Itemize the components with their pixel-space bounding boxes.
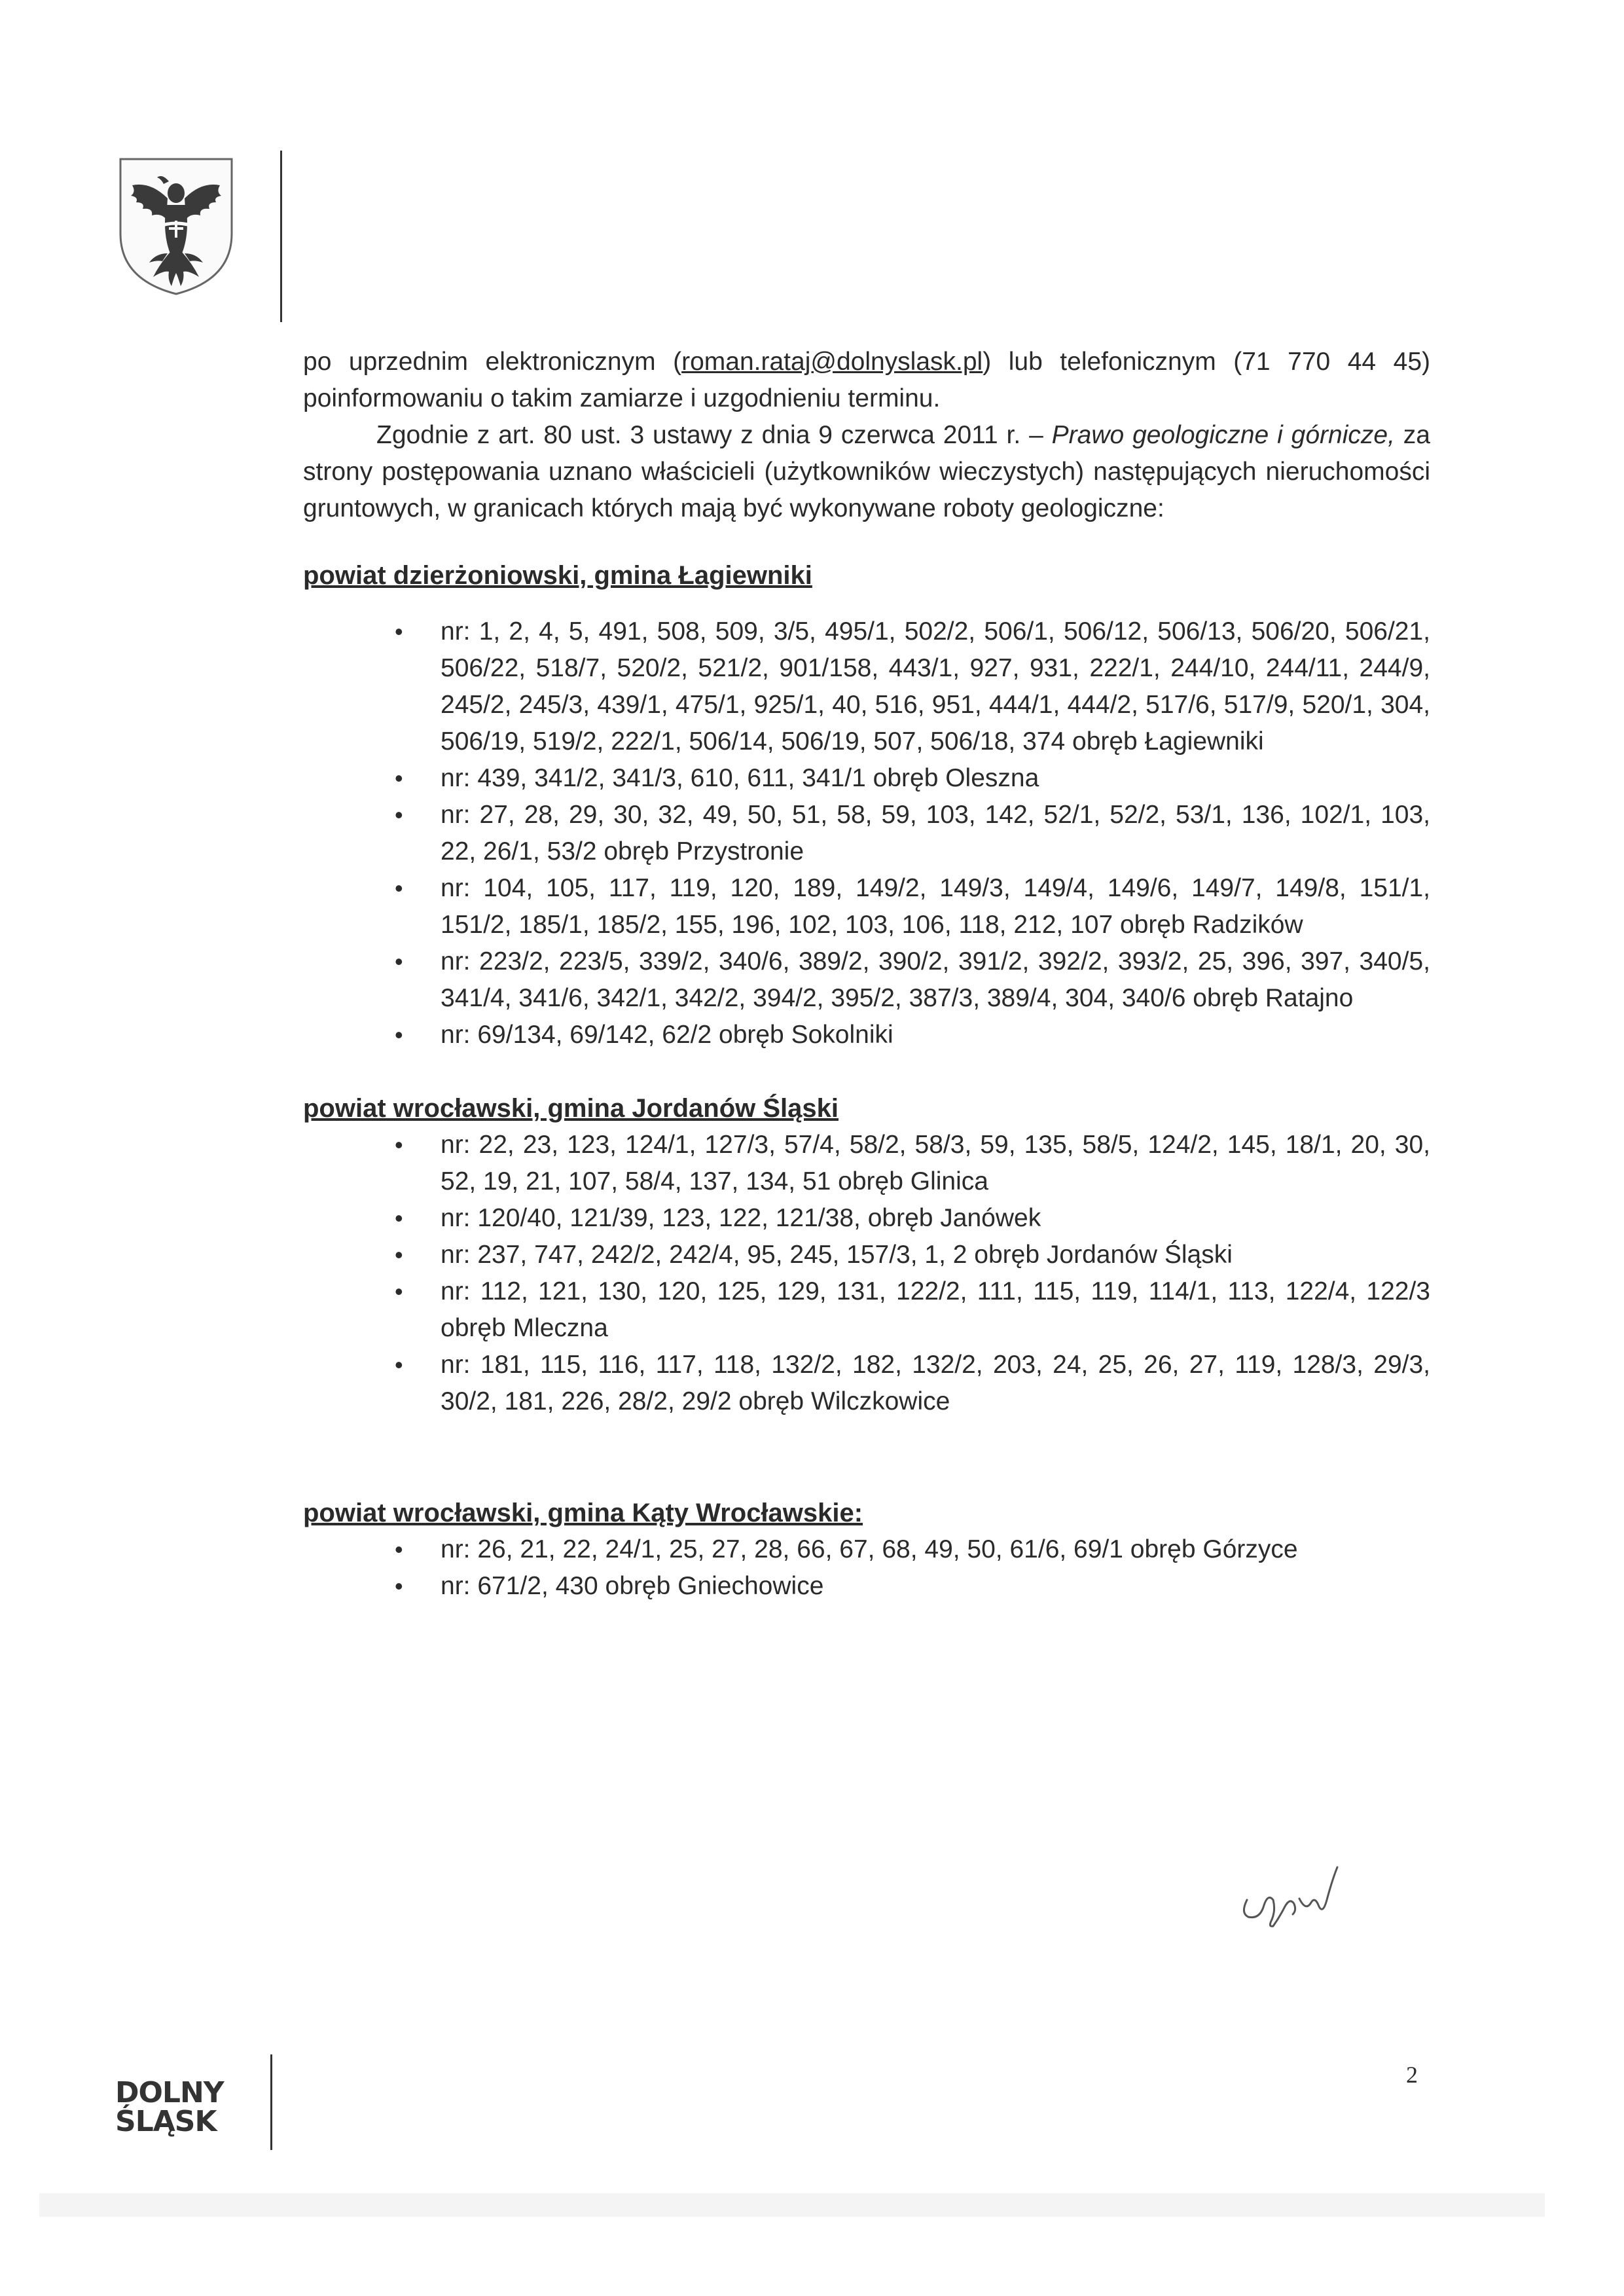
email-link[interactable]: roman.rataj@dolnyslask.pl [681,348,983,376]
list-item: • nr: 69/134, 69/142, 62/2 obręb Sokolniki [303,1017,1430,1053]
list-item: • nr: 27, 28, 29, 30, 32, 49, 50, 51, 58, 59, 103, 142, 52/1, 52/2, 53/1, 136, 102/1, 103, 22, 26/1, 53/2 obręb Przystronie [303,797,1430,870]
scan-edge [39,2193,1545,2217]
parties-statement: za strony postępowania uznano właścicieli (użytkowników wieczystych) następujących nieruchomości gruntowych, w granicach których mają być wykonywane roboty geologiczne: [303,421,1430,522]
intro-text [303,344,1430,527]
list-item: • nr: 237, 747, 242/2, 242/4, 95, 245, 157/3, 1, 2 obręb Jordanów Śląski [303,1237,1430,1273]
list-item: • nr: 439, 341/2, 341/3, 610, 611, 341/1 obręb Oleszna [303,760,1430,797]
section-heading: powiat wrocławski, gmina Kąty Wrocławskie: [303,1499,863,1527]
signature-icon [1234,1854,1365,1933]
logo-line-1: DOLNY [115,2076,224,2109]
dolny-slask-logo [115,2076,224,2138]
intro-paragraph-2 [303,417,1430,527]
section-lagiewniki [303,557,1430,1053]
law-reference: Zgodnie z art. 80 ust. 3 ustawy z dnia 9 czerwca 2011 r. – [376,421,1052,449]
section-jordanow-slaski [303,1090,1430,1420]
intro-text-end: ) lub telefonicznym (71 770 44 45) poinformowaniu o takim zamiarze i uzgodnieniu terminu. [303,348,1430,412]
coat-of-arms-eagle-icon [117,155,236,298]
list-item: • nr: 120/40, 121/39, 123, 122, 121/38, obręb Janówek [303,1200,1430,1237]
header-divider [280,151,282,322]
list-item: • nr: 26, 21, 22, 24/1, 25, 27, 28, 66, 67, 68, 49, 50, 61/6, 69/1 obręb Górzyce [303,1531,1430,1568]
section-katy-wroclawskie [303,1495,1430,1605]
parcel-list [303,1531,1430,1605]
list-item: • nr: 223/2, 223/5, 339/2, 340/6, 389/2, 390/2, 391/2, 392/2, 393/2, 25, 396, 397, 340/5, 341/4, 341/6, 342/1, 342/2, 394/2, 395/2, 387/3, 389/4, 304, 340/6 obręb Ratajno [303,943,1430,1017]
list-item: • nr: 112, 121, 130, 120, 125, 129, 131, 122/2, 111, 115, 119, 114/1, 113, 122/4, 122/3 obręb Mleczna [303,1273,1430,1347]
parcel-list [303,1127,1430,1420]
parcel-list [303,613,1430,1053]
section-heading: powiat dzierżoniowski, gmina Łagiewniki [303,561,812,590]
list-item: • nr: 181, 115, 116, 117, 118, 132/2, 182, 132/2, 203, 24, 25, 26, 27, 119, 128/3, 29/3, 30/2, 181, 226, 28/2, 29/2 obręb Wilczkowice [303,1347,1430,1420]
intro-text-start: po uprzednim elektronicznym ( [303,348,682,376]
footer-divider [270,2054,272,2150]
document-body [303,344,1430,1605]
page-number: 2 [1406,2062,1418,2088]
logo-line-2: ŚLĄSK [115,2105,217,2138]
list-item: • nr: 671/2, 430 obręb Gniechowice [303,1568,1430,1605]
intro-paragraph-1 [303,344,1430,417]
list-item: • nr: 104, 105, 117, 119, 120, 189, 149/2, 149/3, 149/4, 149/6, 149/7, 149/8, 151/1, 151/2, 185/1, 185/2, 155, 196, 102, 103, 106, 118, 212, 107 obręb Radzików [303,870,1430,943]
list-item: • nr: 22, 23, 123, 124/1, 127/3, 57/4, 58/2, 58/3, 59, 135, 58/5, 124/2, 145, 18/1, 20, 30, 52, 19, 21, 107, 58/4, 137, 134, 51 obręb Glinica [303,1127,1430,1200]
list-item: • nr: 1, 2, 4, 5, 491, 508, 509, 3/5, 495/1, 502/2, 506/1, 506/12, 506/13, 506/20, 506/21, 506/22, 518/7, 520/2, 521/2, 901/158, 443/1, 927, 931, 222/1, 244/10, 244/11, 244/9, 245/2, 245/3, 439/1, 475/1, 925/1, 40, 516, 951, 444/1, 444/2, 517/6, 517/9, 520/1, 304, 506/19, 519/2, 222/1, 506/14, 506/19, 507, 506/18, 374 obręb Łagiewniki [303,613,1430,760]
section-heading: powiat wrocławski, gmina Jordanów Śląski [303,1094,839,1123]
law-title: Prawo geologiczne i górnicze, [1051,421,1395,449]
